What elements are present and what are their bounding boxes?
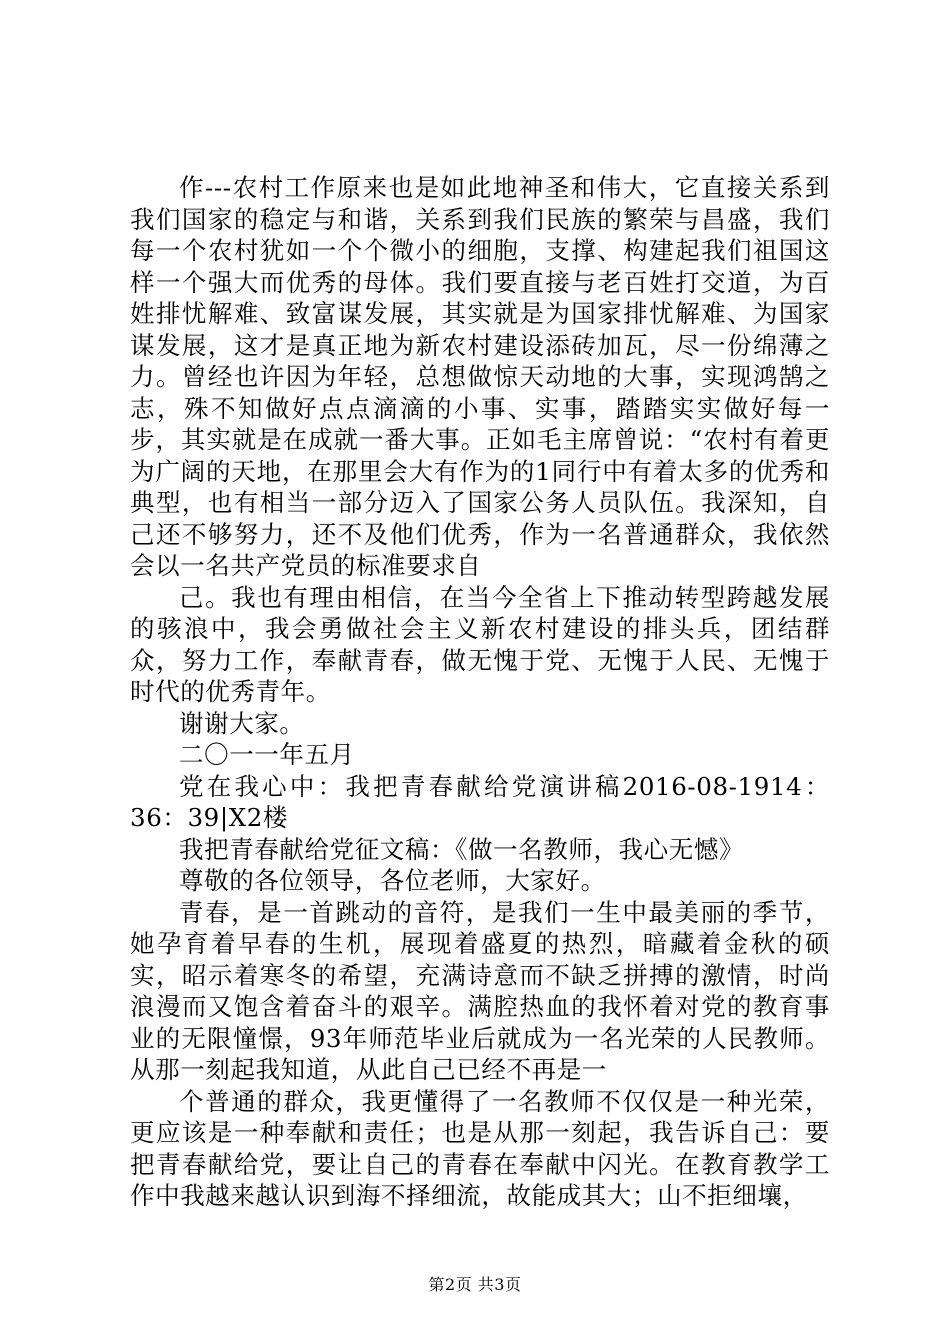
page-number: 第2页 共3页 [428,1275,522,1294]
paragraph: 青春，是一首跳动的音符，是我们一生中最美丽的季节，她孕育着早春的生机，展现着盛夏的热烈，暗藏着金秋的硕实，昭示着寒冬的希望，充满诗意而不缺乏拼搏的激情，时尚浪漫而又饱含着奋斗的艰辛。满腔热血的我怀着对党的教育事业的无限憧憬，93年师范毕业后就成为一名光荣的人民教师。从那一刻起我知道，从此自己已经不再是一 [130,897,830,1084]
paragraph: 作---农村工作原来也是如此地神圣和伟大，它直接关系到我们国家的稳定与和谐，关系到我们民族的繁荣与昌盛，我们每一个农村犹如一个个微小的细胞，支撑、构建起我们祖国这样一个强大而优秀的母体。我们要直接与老百姓打交道，为百姓排忧解难、致富谋发展，其实就是为国家排忧解难、为国家谋发展，这才是真正地为新农村建设添砖加瓦，尽一份绵薄之力。曾经也许因为年轻，总想做惊天动地的大事，实现鸿鹄之志，殊不知做好点点滴滴的小事、实事，踏踏实实做好每一步，其实就是在成就一番大事。正如毛主席曾说：“农村有着更为广阔的天地，在那里会大有作为的1同行中有着太多的优秀和典型，也有相当一部分迈入了国家公务人员队伍。我深知，自己还不够努力，还不及他们优秀，作为一名普通群众，我依然会以一名共产党员的标准要求自 [130,173,830,580]
paragraph: 二〇一一年五月 [179,740,355,769]
document-body [130,172,830,1212]
paragraph: 个普通的群众，我更懂得了一名教师不仅仅是一种光荣，更应该是一种奉献和责任；也是从那一刻起，我告诉自己：要把青春献给党，要让自己的青春在奉献中闪光。在教育教学工作中我越来越认识到海不择细流，故能成其大；山不拒细壤， [130,1086,830,1210]
paragraph: 我把青春献给党征文稿：《做一名教师，我心无憾》 [179,834,745,864]
paragraph: 党在我心中：我把青春献给党演讲稿2016-08-1914：36：39|X2楼 [130,771,830,832]
paragraph: 谢谢大家。 [179,708,305,738]
page-footer [0,1275,950,1295]
paragraph: 尊敬的各位领导，各位老师，大家好。 [179,866,606,895]
paragraph: 己。我也有理由相信，在当今全省上下推动转型跨越发展的骇浪中，我会勇做社会主义新农村建设的排头兵，团结群众，努力工作，奉献青春，做无愧于党、无愧于人民、无愧于时代的优秀青年。 [130,582,830,706]
